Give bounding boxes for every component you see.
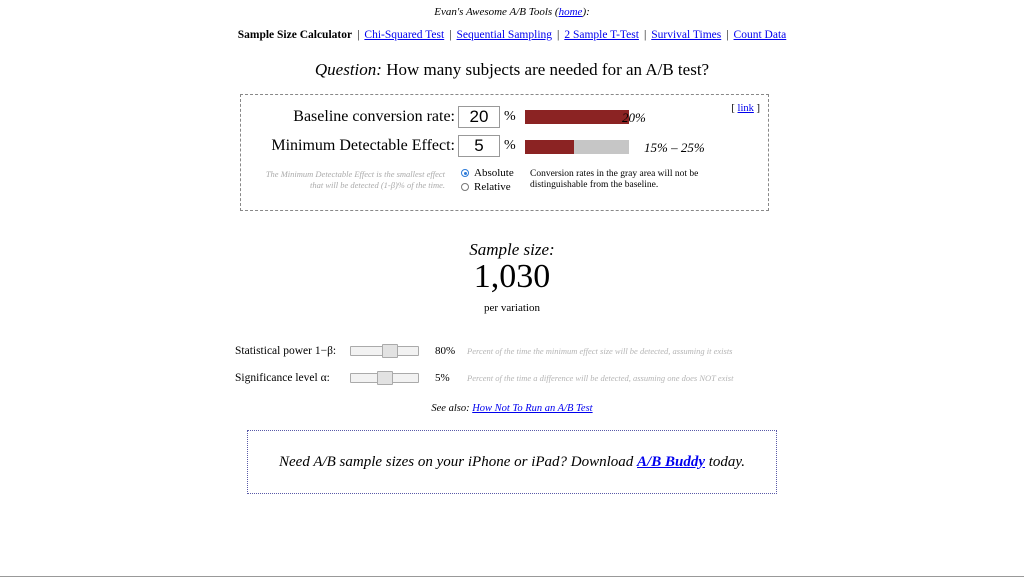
baseline-unit: % bbox=[504, 109, 516, 124]
tool-nav bbox=[0, 29, 1024, 41]
permalink bbox=[731, 103, 760, 114]
power-description: Percent of the time the minimum effect size will be detected, assuming it exists bbox=[467, 346, 733, 356]
permalink-close: ] bbox=[753, 103, 760, 114]
power-value: 80% bbox=[435, 345, 456, 357]
mde-bar-text: 15% – 25% bbox=[644, 140, 705, 155]
see-also bbox=[0, 403, 1024, 414]
nav-link-count-data[interactable]: Count Data bbox=[733, 29, 787, 41]
option-relative-label: Relative bbox=[474, 181, 511, 193]
calculator-panel bbox=[240, 94, 769, 211]
baseline-label: Baseline conversion rate: bbox=[293, 108, 455, 125]
question-label: Question: bbox=[314, 60, 382, 79]
permalink-link[interactable]: link bbox=[737, 103, 754, 114]
baseline-bar-text: 20% bbox=[622, 110, 646, 125]
nav-link-t-test[interactable]: 2 Sample T-Test bbox=[564, 29, 639, 41]
baseline-bar-fill bbox=[525, 110, 629, 124]
site-title bbox=[0, 6, 1024, 18]
option-relative[interactable] bbox=[461, 181, 511, 193]
option-absolute-label: Absolute bbox=[474, 167, 514, 179]
significance-slider[interactable] bbox=[350, 373, 419, 383]
power-label: Statistical power 1−β: bbox=[235, 345, 337, 357]
ab-buddy-link[interactable]: A/B Buddy bbox=[637, 453, 705, 470]
gray-area-note: Conversion rates in the gray area will not be distinguishable from the baseline. bbox=[530, 169, 699, 190]
power-slider-thumb[interactable] bbox=[382, 344, 398, 358]
power-slider[interactable] bbox=[350, 346, 419, 356]
see-also-link[interactable]: How Not To Run an A/B Test bbox=[472, 403, 593, 414]
baseline-input[interactable] bbox=[458, 106, 500, 128]
significance-slider-thumb[interactable] bbox=[377, 371, 393, 385]
mde-note: The Minimum Detectable Effect is the smallest effect that will be detected (1-β)% of the time. bbox=[265, 169, 445, 190]
sample-size-label: Sample size: bbox=[469, 240, 555, 259]
permalink-open: [ bbox=[731, 103, 738, 114]
promo-box bbox=[247, 430, 777, 494]
absolute-radio-icon[interactable] bbox=[461, 169, 469, 177]
question-heading bbox=[0, 60, 1024, 80]
see-also-prefix: See also: bbox=[431, 403, 470, 414]
mde-bar-gray-band bbox=[574, 140, 629, 154]
significance-value: 5% bbox=[435, 372, 450, 384]
promo-text bbox=[279, 454, 745, 471]
home-link[interactable]: home bbox=[558, 6, 583, 18]
significance-label: Significance level α: bbox=[235, 372, 330, 384]
nav-separator: | bbox=[449, 29, 452, 41]
site-title-suffix: ): bbox=[582, 6, 590, 18]
bottom-divider bbox=[0, 576, 1024, 577]
nav-separator: | bbox=[643, 29, 647, 41]
mde-unit: % bbox=[504, 138, 516, 153]
mde-input[interactable] bbox=[458, 135, 500, 157]
nav-separator: | bbox=[357, 29, 360, 41]
relative-radio-icon[interactable] bbox=[461, 183, 469, 191]
option-absolute[interactable] bbox=[461, 167, 514, 179]
nav-link-chi-squared[interactable]: Chi-Squared Test bbox=[364, 29, 445, 41]
question-text: How many subjects are needed for an A/B test? bbox=[386, 60, 710, 79]
nav-current-sample-size: Sample Size Calculator bbox=[237, 29, 353, 41]
promo-text-before: Need A/B sample sizes on your iPhone or iPad? Download bbox=[279, 453, 634, 470]
nav-link-survival-times[interactable]: Survival Times bbox=[651, 29, 722, 41]
sample-size-value: 1,030 bbox=[473, 258, 551, 295]
nav-separator: | bbox=[557, 29, 560, 41]
baseline-bar bbox=[525, 110, 629, 124]
mde-bar bbox=[525, 140, 629, 154]
mde-label: Minimum Detectable Effect: bbox=[271, 137, 455, 154]
per-variation-label: per variation bbox=[484, 302, 540, 314]
mde-bar-fill bbox=[525, 140, 574, 154]
significance-description: Percent of the time a difference will be detected, assuming one does NOT exist bbox=[467, 373, 734, 383]
site-title-prefix: Evan's Awesome A/B Tools ( bbox=[434, 6, 559, 18]
nav-separator: | bbox=[726, 29, 729, 41]
promo-text-after: today. bbox=[708, 453, 745, 470]
nav-link-sequential-sampling[interactable]: Sequential Sampling bbox=[456, 29, 553, 41]
